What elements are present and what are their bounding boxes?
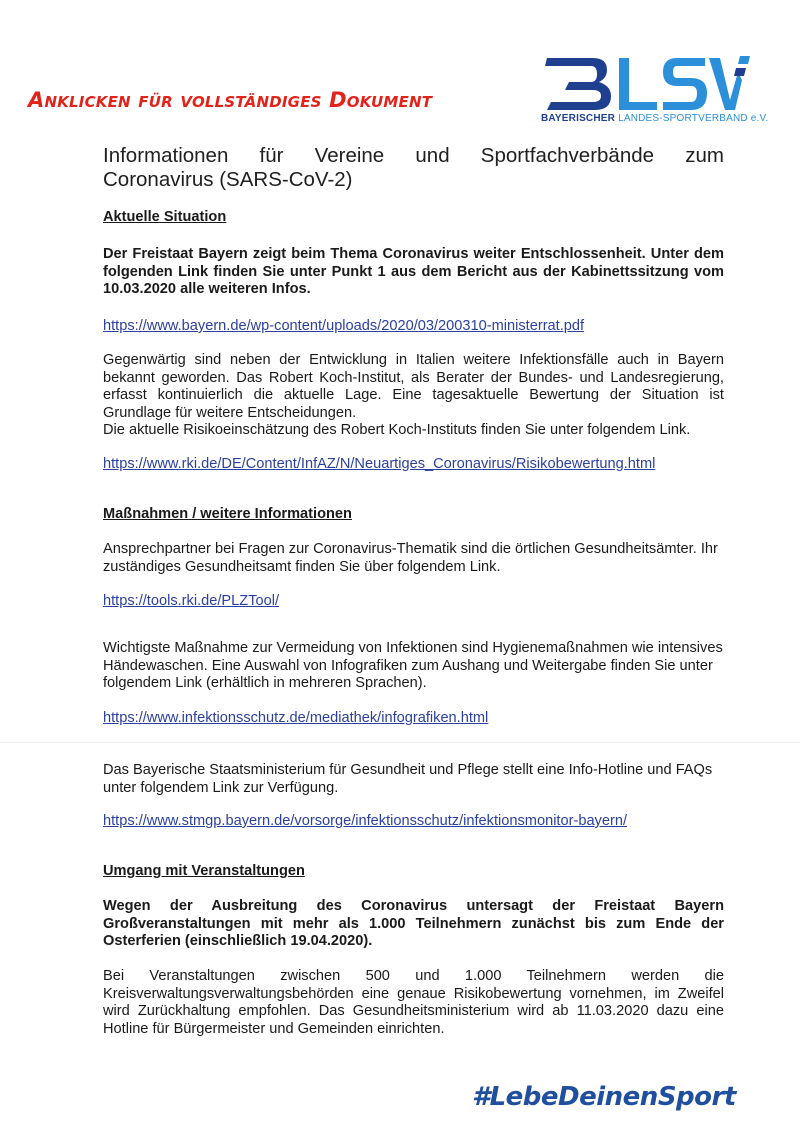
logo-subtitle: BAYERISCHER LANDES-SPORTVERBAND e.V. xyxy=(541,113,769,124)
measures-para1: Ansprechpartner bei Fragen zur Coronavirus-Thematik sind die örtlichen Gesundheitsämter. Ihr zuständiges Gesundheitsamt finden Sie über folgendem Link. xyxy=(103,541,718,575)
section-heading-events: Umgang mit Veranstaltungen xyxy=(103,863,305,879)
footer-hashtag: #LebeDeinenSport xyxy=(472,1082,736,1112)
events-para: Bei Veranstaltungen zwischen 500 und 1.000 Teilnehmern werden die Kreisverwaltungsverwaltungsbehörden eine genaue Risikobewertung vornehmen, im Zweifel wird Zurückhaltung empfohlen. Das Gesundheitsministerium wird ab 11.03.2020 dazu eine Hotline für Bürgermeister und Gemeinden einrichten. xyxy=(103,968,724,1037)
full-document-link[interactable]: Anklicken für vollständiges Dokument xyxy=(28,88,433,112)
current-para: Gegenwärtig sind neben der Entwicklung in Italien weitere Infektionsfälle auch in Bayern bekannt geworden. Das Robert Koch-Institut, als Berater der Bundes- und Landesregierung, erfasst kontinuierlich die aktuelle Lage. Eine tagesaktuelle Bewertung der Situation ist Grundlage für weitere Entscheidungen. xyxy=(103,352,724,421)
current-lead: Der Freistaat Bayern zeigt beim Thema Coronavirus weiter Entschlossenheit. Unter dem folgenden Link finden Sie unter Punkt 1 aus dem Bericht aus der Kabinettssitzung vom 10.03.2020 alle weiteren Infos. xyxy=(103,246,724,298)
scan-crease xyxy=(0,742,800,743)
measures-para2: Wichtigste Maßnahme zur Vermeidung von Infektionen sind Hygienemaßnahmen wie intensives Händewaschen. Eine Auswahl von Infografiken zum Aushang und Weitergabe finden Sie unter folgendem Link (erhältlich in mehreren Sprachen). xyxy=(103,640,723,692)
link-infektionsmonitor[interactable]: https://www.stmgp.bayern.de/vorsorge/infektionsschutz/infektionsmonitor-bayern/ xyxy=(103,813,627,829)
logo-letter-l xyxy=(619,58,657,110)
section-heading-current: Aktuelle Situation xyxy=(103,209,227,225)
page-title: Informationen für Vereine und Sportfachverbände zum Coronavirus (SARS-CoV-2) xyxy=(103,144,724,191)
link-plz-tool[interactable]: https://tools.rki.de/PLZTool/ xyxy=(103,593,280,609)
section-heading-measures: Maßnahmen / weitere Informationen xyxy=(103,506,352,522)
current-para2: Die aktuelle Risikoeinschätzung des Robert Koch-Instituts finden Sie unter folgendem Link. xyxy=(103,422,691,438)
events-lead: Wegen der Ausbreitung des Coronavirus untersagt der Freistaat Bayern Großveranstaltungen mit mehr als 1.000 Teilnehmern zunächst bis zum Ende der Osterferien (einschließlich 19.04.2020). xyxy=(103,898,724,950)
logo-letter-b xyxy=(545,58,611,110)
measures-para3: Das Bayerische Staatsministerium für Gesundheit und Pflege stellt eine Info-Hotline und FAQs unter folgendem Link zur Verfügung. xyxy=(103,762,713,796)
link-infografiken[interactable]: https://www.infektionsschutz.de/mediathek/infografiken.html xyxy=(103,710,489,726)
logo-letter-s xyxy=(663,58,707,110)
logo-letter-v xyxy=(709,56,750,110)
link-ministerrat[interactable]: https://www.bayern.de/wp-content/uploads/2020/03/200310-ministerrat.pdf xyxy=(103,318,585,334)
link-rki-risk[interactable]: https://www.rki.de/DE/Content/InfAZ/N/Neuartiges_Coronavirus/Risikobewertung.html xyxy=(103,456,656,472)
